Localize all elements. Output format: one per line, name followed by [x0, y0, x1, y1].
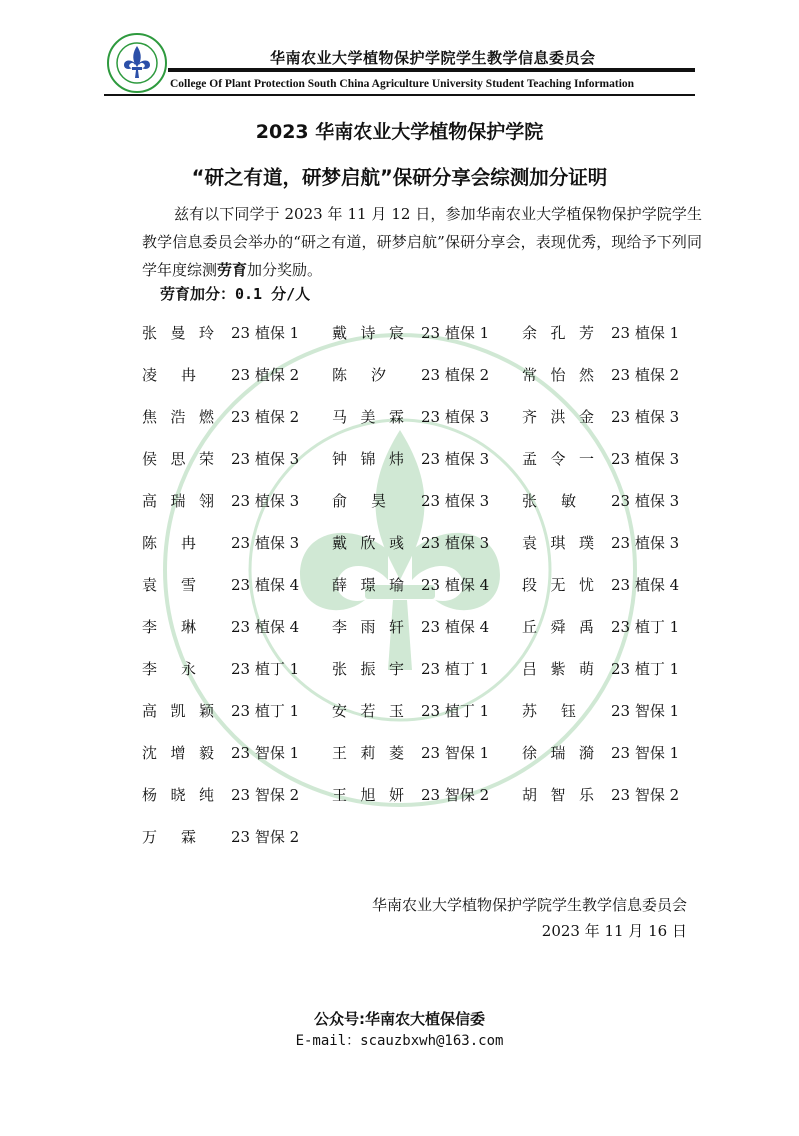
student-entry	[508, 318, 698, 360]
student-name: 余孔芳	[522, 324, 594, 342]
student-name: 陈 冉	[142, 534, 196, 552]
student-class: 23 植丁 1	[421, 702, 490, 720]
student-name: 戴欣彧	[332, 534, 404, 552]
student-name: 李 永	[142, 660, 196, 678]
student-name: 焦浩燃	[142, 408, 214, 426]
student-name: 李 琳	[142, 618, 196, 636]
student-entry	[318, 360, 508, 402]
student-entry	[508, 444, 698, 486]
header-english-name: College Of Plant Protection South China Agriculture University Student Teaching Information	[170, 78, 635, 90]
student-entry	[508, 696, 698, 738]
student-class: 23 智保 1	[231, 744, 300, 762]
footer-email: E-mail：scauzbxwh@163.com	[295, 1033, 504, 1049]
header-rule-thin	[104, 94, 695, 96]
student-entry	[318, 570, 508, 612]
student-class: 23 智保 2	[231, 828, 300, 846]
student-entry	[508, 780, 698, 822]
student-class: 23 植保 3	[611, 534, 680, 552]
signature-date: 2023 年 11 月 16 日	[541, 922, 687, 940]
student-class: 23 植保 4	[231, 618, 300, 636]
student-name: 戴诗宸	[332, 324, 404, 342]
student-entry	[318, 654, 508, 696]
student-class: 23 植保 3	[231, 492, 300, 510]
student-entry	[318, 318, 508, 360]
student-class: 23 植保 1	[231, 324, 300, 342]
student-name: 高瑞翎	[142, 492, 214, 510]
student-class: 23 植保 4	[611, 576, 680, 594]
student-class: 23 植丁 1	[421, 660, 490, 678]
student-name: 袁 雪	[142, 576, 196, 594]
student-entry	[318, 486, 508, 528]
student-class: 23 植保 4	[421, 618, 490, 636]
student-entry	[128, 654, 318, 696]
student-name: 钟锦炜	[332, 450, 404, 468]
student-class: 23 智保 1	[611, 744, 680, 762]
header-rule	[168, 68, 695, 72]
student-name: 薛璟瑜	[332, 576, 404, 594]
body-paragraph	[142, 200, 702, 284]
student-name: 孟令一	[522, 450, 594, 468]
student-class: 23 植丁 1	[231, 660, 300, 678]
body-text-part2: 加分奖励。	[247, 261, 323, 279]
student-entry	[318, 612, 508, 654]
student-class: 23 智保 1	[421, 744, 490, 762]
student-list	[128, 318, 698, 864]
signature-org: 华南农业大学植物保护学院学生教学信息委员会	[371, 896, 687, 914]
student-entry	[128, 612, 318, 654]
student-entry	[318, 444, 508, 486]
student-name: 徐瑞漪	[522, 744, 594, 762]
student-class: 23 智保 2	[421, 786, 490, 804]
student-name: 胡智乐	[522, 786, 594, 804]
student-class: 23 植保 3	[231, 534, 300, 552]
student-class: 23 植保 4	[231, 576, 300, 594]
student-name: 齐洪金	[522, 408, 594, 426]
student-name: 丘舜禹	[522, 618, 594, 636]
header-org-name: 华南农业大学植物保护学院学生教学信息委员会	[270, 49, 596, 67]
student-class: 23 植丁 1	[611, 660, 680, 678]
student-class: 23 植保 3	[421, 492, 490, 510]
student-class: 23 植保 2	[231, 408, 300, 426]
student-class: 23 植保 2	[421, 366, 490, 384]
student-entry	[508, 360, 698, 402]
student-class: 23 植保 3	[611, 492, 680, 510]
student-name: 安若玉	[332, 702, 404, 720]
student-entry	[128, 528, 318, 570]
student-entry	[128, 738, 318, 780]
student-name: 侯思荣	[142, 450, 214, 468]
student-class: 23 植丁 1	[231, 702, 300, 720]
student-entry	[508, 486, 698, 528]
student-class: 23 植保 1	[611, 324, 680, 342]
student-class: 23 植保 1	[421, 324, 490, 342]
student-name: 王旭妍	[332, 786, 404, 804]
student-entry	[508, 654, 698, 696]
student-entry	[128, 696, 318, 738]
bonus-line: 劳育加分：0.1 分/人	[160, 285, 311, 303]
student-class: 23 植保 3	[231, 450, 300, 468]
student-entry	[128, 402, 318, 444]
student-class: 23 智保 2	[611, 786, 680, 804]
student-entry	[128, 822, 318, 864]
footer-wechat: 公众号:华南农大植保信委	[314, 1010, 485, 1028]
student-entry	[318, 780, 508, 822]
student-class: 23 植保 3	[421, 534, 490, 552]
body-text-part1: 兹有以下同学于 2023 年 11 月 12 日，参加华南农业大学植保物保护学院学生教学信息委员会举办的“研之有道，研梦启航”保研分享会，表现优秀，现给予下列同学年度综测	[142, 205, 702, 279]
student-name: 杨晓纯	[142, 786, 214, 804]
student-entry	[128, 444, 318, 486]
student-name: 张振宇	[332, 660, 404, 678]
student-entry	[508, 738, 698, 780]
student-name: 李雨轩	[332, 618, 404, 636]
student-name: 段无忧	[522, 576, 594, 594]
student-entry	[128, 360, 318, 402]
logo-icon	[106, 32, 168, 94]
student-entry	[318, 738, 508, 780]
student-name: 王莉菱	[332, 744, 404, 762]
student-class: 23 植保 2	[611, 366, 680, 384]
student-entry	[508, 612, 698, 654]
body-text-bold: 劳育	[217, 261, 248, 279]
student-name: 陈 汐	[332, 366, 386, 384]
student-entry	[508, 528, 698, 570]
student-entry	[508, 570, 698, 612]
student-entry	[128, 570, 318, 612]
student-entry	[318, 528, 508, 570]
student-entry	[128, 486, 318, 528]
document-title: 2023 华南农业大学植物保护学院	[255, 121, 544, 143]
student-entry	[128, 318, 318, 360]
student-class: 23 植保 4	[421, 576, 490, 594]
student-name: 常怡然	[522, 366, 594, 384]
student-name: 吕紫萌	[522, 660, 594, 678]
student-name: 俞 昊	[332, 492, 386, 510]
student-class: 23 智保 1	[611, 702, 680, 720]
student-name: 袁琪璞	[522, 534, 594, 552]
student-class: 23 智保 2	[231, 786, 300, 804]
document-subtitle: “研之有道，研梦启航”保研分享会综测加分证明	[191, 166, 608, 189]
student-name: 马美霖	[332, 408, 404, 426]
student-name: 苏 钰	[522, 702, 576, 720]
student-class: 23 植丁 1	[611, 618, 680, 636]
student-name: 张 敏	[522, 492, 576, 510]
student-name: 沈增毅	[142, 744, 214, 762]
student-entry	[508, 402, 698, 444]
student-name: 张曼玲	[142, 324, 214, 342]
student-entry	[318, 402, 508, 444]
student-name: 凌 冉	[142, 366, 196, 384]
student-entry	[318, 696, 508, 738]
student-name: 高凯颖	[142, 702, 214, 720]
student-name: 万 霖	[142, 828, 196, 846]
student-entry	[128, 780, 318, 822]
student-class: 23 植保 3	[421, 408, 490, 426]
student-class: 23 植保 2	[231, 366, 300, 384]
student-class: 23 植保 3	[421, 450, 490, 468]
student-class: 23 植保 3	[611, 408, 680, 426]
student-class: 23 植保 3	[611, 450, 680, 468]
